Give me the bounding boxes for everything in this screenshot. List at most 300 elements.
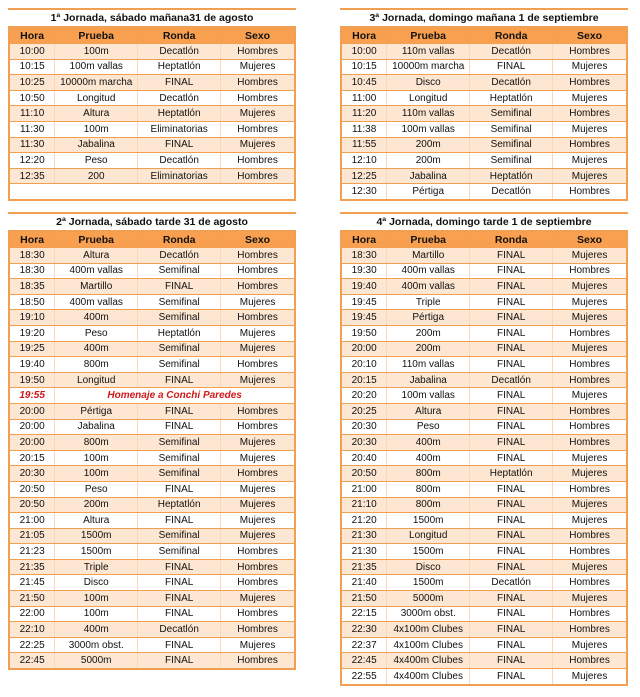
sex-cell: Hombres <box>221 653 295 669</box>
sex-cell: Hombres <box>553 575 627 591</box>
time-cell: 18:35 <box>9 279 55 295</box>
time-cell: 22:10 <box>9 622 55 638</box>
schedule-row <box>341 435 627 451</box>
event-cell: 400m <box>55 310 138 326</box>
time-cell: 11:10 <box>9 106 55 122</box>
time-cell: 12:20 <box>9 153 55 169</box>
jornada4-table <box>340 230 628 686</box>
sex-cell: Hombres <box>553 481 627 497</box>
schedule-row <box>341 403 627 419</box>
time-cell: 20:50 <box>9 481 55 497</box>
header-sexo: Sexo <box>553 231 627 248</box>
round-cell: Semifinal <box>470 121 553 137</box>
round-cell: FINAL <box>138 75 221 91</box>
event-cell: Peso <box>55 481 138 497</box>
time-cell: 11:30 <box>9 121 55 137</box>
schedule-row <box>9 622 295 638</box>
sex-cell: Mujeres <box>553 513 627 529</box>
time-cell: 20:00 <box>9 419 55 435</box>
schedule-row <box>9 44 295 60</box>
sex-cell: Hombres <box>553 606 627 622</box>
schedule-row <box>341 325 627 341</box>
time-cell: 20:15 <box>341 372 387 388</box>
sex-cell: Hombres <box>553 528 627 544</box>
sex-cell: Mujeres <box>221 591 295 607</box>
schedule-row <box>9 591 295 607</box>
schedule-row <box>341 606 627 622</box>
time-cell: 22:15 <box>341 606 387 622</box>
round-cell: Heptatlón <box>138 325 221 341</box>
round-cell: FINAL <box>138 575 221 591</box>
jornada1-title: 1ª Jornada, sábado mañana31 de agosto <box>8 8 296 26</box>
sex-cell: Mujeres <box>553 497 627 513</box>
event-cell: 800m <box>387 497 470 513</box>
schedule-row <box>341 90 627 106</box>
event-cell: 400m <box>387 450 470 466</box>
event-cell: Altura <box>55 106 138 122</box>
round-cell: Semifinal <box>138 357 221 373</box>
schedule-row <box>341 153 627 169</box>
time-cell: 21:50 <box>9 591 55 607</box>
event-cell: 4x400m Clubes <box>387 669 470 685</box>
event-cell: 1500m <box>387 544 470 560</box>
time-cell: 20:15 <box>9 450 55 466</box>
sex-cell: Hombres <box>221 606 295 622</box>
round-cell: FINAL <box>138 606 221 622</box>
time-cell: 20:20 <box>341 388 387 404</box>
time-cell: 11:20 <box>341 106 387 122</box>
sex-cell: Mujeres <box>221 435 295 451</box>
time-cell: 21:50 <box>341 591 387 607</box>
round-cell: FINAL <box>470 403 553 419</box>
sex-cell: Hombres <box>221 466 295 482</box>
sex-cell: Mujeres <box>553 153 627 169</box>
header-ronda: Ronda <box>138 27 221 44</box>
time-cell: 20:40 <box>341 450 387 466</box>
schedule-row <box>341 59 627 75</box>
time-cell: 19:40 <box>341 279 387 295</box>
sex-cell: Mujeres <box>553 279 627 295</box>
sex-cell: Hombres <box>221 121 295 137</box>
sex-cell: Hombres <box>553 263 627 279</box>
schedule-row <box>9 75 295 91</box>
event-cell: 400m vallas <box>387 279 470 295</box>
sex-cell: Mujeres <box>553 450 627 466</box>
header-row <box>9 231 295 248</box>
event-cell: Altura <box>55 248 138 264</box>
sex-cell: Hombres <box>553 419 627 435</box>
time-cell: 19:50 <box>9 372 55 388</box>
round-cell: Semifinal <box>138 341 221 357</box>
round-cell: Semifinal <box>470 153 553 169</box>
time-cell: 19:20 <box>9 325 55 341</box>
sex-cell: Mujeres <box>221 513 295 529</box>
sex-cell: Mujeres <box>553 341 627 357</box>
event-cell: 100m <box>55 466 138 482</box>
schedule-row <box>341 669 627 685</box>
round-cell: Heptatlón <box>470 168 553 184</box>
jornada3-title: 3ª Jornada, domingo mañana 1 de septiembre <box>340 8 628 26</box>
round-cell: FINAL <box>470 559 553 575</box>
time-cell: 10:15 <box>341 59 387 75</box>
header-prueba: Prueba <box>387 231 470 248</box>
time-cell: 21:35 <box>341 559 387 575</box>
time-cell: 11:55 <box>341 137 387 153</box>
sex-cell: Hombres <box>553 44 627 60</box>
schedule-row <box>9 153 295 169</box>
header-hora: Hora <box>341 231 387 248</box>
round-cell: Decatlón <box>138 90 221 106</box>
sex-cell: Mujeres <box>221 341 295 357</box>
round-cell: FINAL <box>470 528 553 544</box>
time-cell: 10:50 <box>9 90 55 106</box>
event-cell: 200m <box>387 341 470 357</box>
sex-cell: Hombres <box>553 622 627 638</box>
schedule-row <box>9 279 295 295</box>
schedule-row <box>9 606 295 622</box>
time-cell: 20:30 <box>341 419 387 435</box>
round-cell: Semifinal <box>138 435 221 451</box>
round-cell: FINAL <box>138 372 221 388</box>
sex-cell: Mujeres <box>553 637 627 653</box>
time-cell: 22:45 <box>341 653 387 669</box>
time-cell: 18:30 <box>9 248 55 264</box>
sex-cell: Hombres <box>553 184 627 200</box>
round-cell: Eliminatorias <box>138 168 221 184</box>
time-cell: 10:25 <box>9 75 55 91</box>
schedule-row <box>341 310 627 326</box>
header-ronda: Ronda <box>138 231 221 248</box>
event-cell: 100m <box>55 606 138 622</box>
round-cell: Decatlón <box>138 44 221 60</box>
schedule-row <box>341 294 627 310</box>
sex-cell: Hombres <box>553 75 627 91</box>
sex-cell: Mujeres <box>553 310 627 326</box>
schedule-row <box>9 357 295 373</box>
round-cell: FINAL <box>138 419 221 435</box>
time-cell: 21:20 <box>341 513 387 529</box>
schedule-row <box>341 622 627 638</box>
round-cell: Heptatlón <box>470 466 553 482</box>
sex-cell: Hombres <box>553 325 627 341</box>
header-ronda: Ronda <box>470 231 553 248</box>
event-cell: 400m <box>387 435 470 451</box>
jornada3-table <box>340 26 628 201</box>
event-cell: Jabalina <box>55 419 138 435</box>
schedule-row <box>341 279 627 295</box>
event-cell: Longitud <box>55 90 138 106</box>
round-cell: Heptatlón <box>138 59 221 75</box>
header-sexo: Sexo <box>221 231 295 248</box>
time-cell: 21:45 <box>9 575 55 591</box>
jornada4-block <box>340 212 628 686</box>
time-cell: 18:30 <box>9 263 55 279</box>
empty-cell <box>9 184 295 200</box>
schedule-row <box>9 59 295 75</box>
round-cell: Decatlón <box>138 622 221 638</box>
round-cell: Semifinal <box>138 310 221 326</box>
sex-cell: Hombres <box>553 372 627 388</box>
event-cell: 400m vallas <box>55 263 138 279</box>
schedule-row <box>341 450 627 466</box>
schedule-row <box>341 357 627 373</box>
time-cell: 10:45 <box>341 75 387 91</box>
round-cell: FINAL <box>138 137 221 153</box>
schedule-row <box>9 528 295 544</box>
jornada2-block <box>8 212 296 670</box>
event-cell: 110m vallas <box>387 106 470 122</box>
round-cell: Decatlón <box>138 153 221 169</box>
time-cell: 20:30 <box>9 466 55 482</box>
header-ronda: Ronda <box>470 27 553 44</box>
event-cell: 200m <box>387 137 470 153</box>
schedule-row <box>341 559 627 575</box>
event-cell: Peso <box>55 153 138 169</box>
round-cell: FINAL <box>470 279 553 295</box>
round-cell: FINAL <box>470 248 553 264</box>
event-cell: 400m vallas <box>55 294 138 310</box>
event-cell: Jabalina <box>387 372 470 388</box>
jornada2-table <box>8 230 296 670</box>
round-cell: Heptatlón <box>138 106 221 122</box>
event-cell: Disco <box>387 559 470 575</box>
event-cell: Pértiga <box>387 310 470 326</box>
schedule-row <box>9 294 295 310</box>
time-cell: 10:15 <box>9 59 55 75</box>
event-cell: Jabalina <box>55 137 138 153</box>
round-cell: Decatlón <box>470 75 553 91</box>
round-cell: Decatlón <box>470 575 553 591</box>
schedule-row <box>9 559 295 575</box>
round-cell: FINAL <box>470 357 553 373</box>
event-cell: 200m <box>55 497 138 513</box>
schedule-row <box>341 75 627 91</box>
round-cell: FINAL <box>470 622 553 638</box>
schedule-row <box>9 325 295 341</box>
special-time: 19:55 <box>9 388 55 404</box>
header-sexo: Sexo <box>221 27 295 44</box>
schedule-row <box>341 263 627 279</box>
event-cell: 200m <box>387 153 470 169</box>
round-cell: FINAL <box>138 513 221 529</box>
time-cell: 12:30 <box>341 184 387 200</box>
header-prueba: Prueba <box>55 27 138 44</box>
sex-cell: Mujeres <box>553 90 627 106</box>
time-cell: 22:25 <box>9 637 55 653</box>
schedule-row <box>9 575 295 591</box>
round-cell: FINAL <box>470 591 553 607</box>
header-hora: Hora <box>9 231 55 248</box>
round-cell: Semifinal <box>138 294 221 310</box>
time-cell: 21:30 <box>341 544 387 560</box>
schedule-row <box>341 637 627 653</box>
round-cell: FINAL <box>470 481 553 497</box>
sex-cell: Hombres <box>221 575 295 591</box>
time-cell: 11:30 <box>9 137 55 153</box>
round-cell: FINAL <box>470 388 553 404</box>
event-cell: Triple <box>55 559 138 575</box>
event-cell: 4x400m Clubes <box>387 653 470 669</box>
schedule-row <box>341 497 627 513</box>
round-cell: Eliminatorias <box>138 121 221 137</box>
sex-cell: Mujeres <box>553 388 627 404</box>
schedule-row <box>341 341 627 357</box>
schedule-row <box>9 637 295 653</box>
event-cell: Pértiga <box>55 403 138 419</box>
sex-cell: Hombres <box>221 357 295 373</box>
round-cell: FINAL <box>470 513 553 529</box>
sex-cell: Hombres <box>553 106 627 122</box>
sex-cell: Hombres <box>221 622 295 638</box>
time-cell: 22:30 <box>341 622 387 638</box>
schedule-row <box>9 513 295 529</box>
schedule-row <box>9 90 295 106</box>
sex-cell: Mujeres <box>553 294 627 310</box>
round-cell: FINAL <box>138 403 221 419</box>
sex-cell: Mujeres <box>221 497 295 513</box>
schedule-row <box>9 168 295 184</box>
header-prueba: Prueba <box>55 231 138 248</box>
sex-cell: Hombres <box>553 357 627 373</box>
round-cell: FINAL <box>470 544 553 560</box>
schedule-row <box>9 137 295 153</box>
sex-cell: Mujeres <box>221 106 295 122</box>
time-cell: 20:30 <box>341 435 387 451</box>
event-cell: 800m <box>55 435 138 451</box>
round-cell: FINAL <box>470 435 553 451</box>
round-cell: Decatlón <box>470 44 553 60</box>
round-cell: Semifinal <box>470 106 553 122</box>
schedule-row <box>9 121 295 137</box>
event-cell: Pértiga <box>387 184 470 200</box>
time-cell: 12:35 <box>9 168 55 184</box>
event-cell: 5000m <box>387 591 470 607</box>
event-cell: 100m vallas <box>387 121 470 137</box>
time-cell: 19:10 <box>9 310 55 326</box>
header-hora: Hora <box>9 27 55 44</box>
time-cell: 18:30 <box>341 248 387 264</box>
time-cell: 21:00 <box>9 513 55 529</box>
header-sexo: Sexo <box>553 27 627 44</box>
time-cell: 19:30 <box>341 263 387 279</box>
sex-cell: Hombres <box>221 263 295 279</box>
sex-cell: Hombres <box>221 559 295 575</box>
sex-cell: Mujeres <box>221 528 295 544</box>
event-cell: 200 <box>55 168 138 184</box>
schedule-row <box>341 121 627 137</box>
sex-cell: Mujeres <box>221 481 295 497</box>
round-cell: FINAL <box>470 310 553 326</box>
round-cell: FINAL <box>470 59 553 75</box>
sex-cell: Hombres <box>553 435 627 451</box>
schedule-row <box>9 419 295 435</box>
sex-cell: Hombres <box>221 544 295 560</box>
time-cell: 20:00 <box>9 403 55 419</box>
round-cell: FINAL <box>470 637 553 653</box>
event-cell: Martillo <box>387 248 470 264</box>
sex-cell: Mujeres <box>221 450 295 466</box>
event-cell: 800m <box>387 466 470 482</box>
event-cell: 1500m <box>387 575 470 591</box>
schedule-row <box>341 137 627 153</box>
schedule-row <box>341 528 627 544</box>
event-cell: 3000m obst. <box>387 606 470 622</box>
event-cell: 110m vallas <box>387 357 470 373</box>
schedule-row <box>341 44 627 60</box>
event-cell: Longitud <box>55 372 138 388</box>
event-cell: 100m <box>55 44 138 60</box>
time-cell: 10:00 <box>9 44 55 60</box>
time-cell: 20:50 <box>9 497 55 513</box>
sex-cell: Hombres <box>553 137 627 153</box>
sex-cell: Mujeres <box>553 168 627 184</box>
sex-cell: Mujeres <box>553 248 627 264</box>
schedule-row <box>9 310 295 326</box>
schedule-row <box>341 575 627 591</box>
event-cell: 1500m <box>55 544 138 560</box>
round-cell: Semifinal <box>138 466 221 482</box>
time-cell: 22:55 <box>341 669 387 685</box>
time-cell: 18:50 <box>9 294 55 310</box>
jornada1-block <box>8 8 296 201</box>
schedule-row <box>341 466 627 482</box>
sex-cell: Hombres <box>221 90 295 106</box>
sex-cell: Hombres <box>553 544 627 560</box>
sex-cell: Mujeres <box>553 466 627 482</box>
time-cell: 11:00 <box>341 90 387 106</box>
schedule-row <box>9 466 295 482</box>
time-cell: 21:10 <box>341 497 387 513</box>
time-cell: 21:23 <box>9 544 55 560</box>
round-cell: Semifinal <box>138 263 221 279</box>
sex-cell: Mujeres <box>553 669 627 685</box>
round-cell: Semifinal <box>470 137 553 153</box>
schedule-row <box>9 403 295 419</box>
event-cell: 100m <box>55 450 138 466</box>
round-cell: FINAL <box>470 341 553 357</box>
schedule-row <box>9 341 295 357</box>
event-cell: Peso <box>387 419 470 435</box>
schedule-row <box>341 372 627 388</box>
round-cell: Heptatlón <box>470 90 553 106</box>
event-cell: 10000m marcha <box>387 59 470 75</box>
time-cell: 19:40 <box>9 357 55 373</box>
schedule-row <box>341 544 627 560</box>
jornada3-block <box>340 8 628 201</box>
event-cell: Triple <box>387 294 470 310</box>
sex-cell: Mujeres <box>553 121 627 137</box>
round-cell: Heptatlón <box>138 497 221 513</box>
time-cell: 20:00 <box>9 435 55 451</box>
sex-cell: Mujeres <box>221 325 295 341</box>
round-cell: Semifinal <box>138 528 221 544</box>
sex-cell: Mujeres <box>221 637 295 653</box>
schedule-row <box>341 653 627 669</box>
round-cell: FINAL <box>138 279 221 295</box>
event-cell: 800m <box>387 481 470 497</box>
header-row <box>341 27 627 44</box>
event-cell: Longitud <box>387 90 470 106</box>
event-cell: 1500m <box>55 528 138 544</box>
schedule-row <box>9 435 295 451</box>
round-cell: Decatlón <box>138 248 221 264</box>
schedule-row <box>9 653 295 669</box>
time-cell: 21:05 <box>9 528 55 544</box>
schedule-row <box>341 168 627 184</box>
schedule-row <box>9 544 295 560</box>
sex-cell: Hombres <box>221 419 295 435</box>
round-cell: Semifinal <box>138 544 221 560</box>
